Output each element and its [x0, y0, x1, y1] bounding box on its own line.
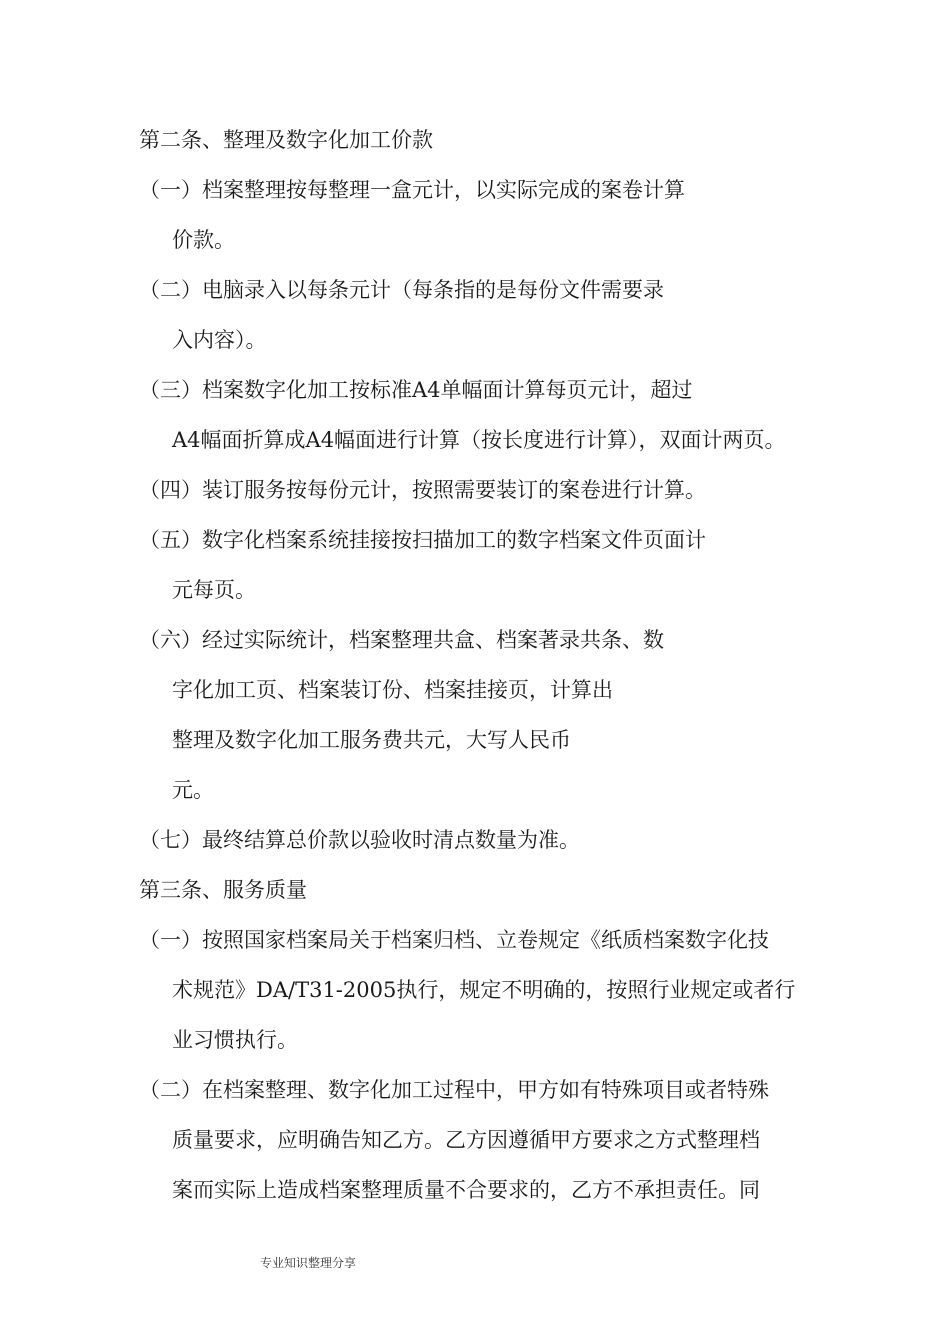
clause-2-4: （四）装订服务按每份元计，按照需要装订的案卷进行计算。 — [139, 478, 706, 502]
article-3-heading: 第三条、服务质量 — [139, 878, 307, 902]
clause-2-1-cont: 价款。 — [172, 228, 235, 252]
clause-2-6-cont-1: 字化加工页、档案装订份、档案挂接页，计算出 — [172, 678, 613, 702]
page-footer: 专业知识整理分享 — [260, 1256, 357, 1270]
clause-3-1: （一）按照国家档案局关于档案归档、立卷规定《纸质档案数字化技 — [139, 928, 769, 952]
clause-2-5: （五）数字化档案系统挂接按扫描加工的数字档案文件页面计 — [139, 528, 706, 552]
clause-2-6-cont-2: 整理及数字化加工服务费共元，大写人民币 — [172, 728, 571, 752]
clause-2-6: （六）经过实际统计，档案整理共盒、档案著录共条、数 — [139, 628, 664, 652]
clause-3-2-cont-1: 质量要求，应明确告知乙方。乙方因遵循甲方要求之方式整理档 — [172, 1128, 760, 1152]
clause-3-2-cont-2: 案而实际上造成档案整理质量不合要求的，乙方不承担责任。同 — [172, 1178, 760, 1202]
clause-2-2-cont: 入内容）。 — [172, 328, 267, 352]
clause-2-2: （二）电脑录入以每条元计（每条指的是每份文件需要录 — [139, 278, 664, 302]
clause-2-3-cont: A4幅面折算成A4幅面进行计算（按长度进行计算），双面计两页。 — [172, 428, 786, 452]
clause-3-2: （二）在档案整理、数字化加工过程中，甲方如有特殊项目或者特殊 — [139, 1078, 769, 1102]
clause-3-1-cont-1: 术规范》DA/T31-2005执行，规定不明确的，按照行业规定或者行 — [172, 978, 796, 1002]
clause-2-1: （一）档案整理按每整理一盒元计，以实际完成的案卷计算 — [139, 178, 685, 202]
clause-2-7: （七）最终结算总价款以验收时清点数量为准。 — [139, 828, 580, 852]
clause-2-5-cont: 元每页。 — [172, 578, 256, 602]
clause-2-3: （三）档案数字化加工按标准A4单幅面计算每页元计，超过 — [139, 378, 693, 402]
clause-2-6-cont-3: 元。 — [172, 778, 214, 802]
clause-3-1-cont-2: 业习惯执行。 — [172, 1028, 298, 1052]
article-2-heading: 第二条、整理及数字化加工价款 — [139, 128, 433, 152]
